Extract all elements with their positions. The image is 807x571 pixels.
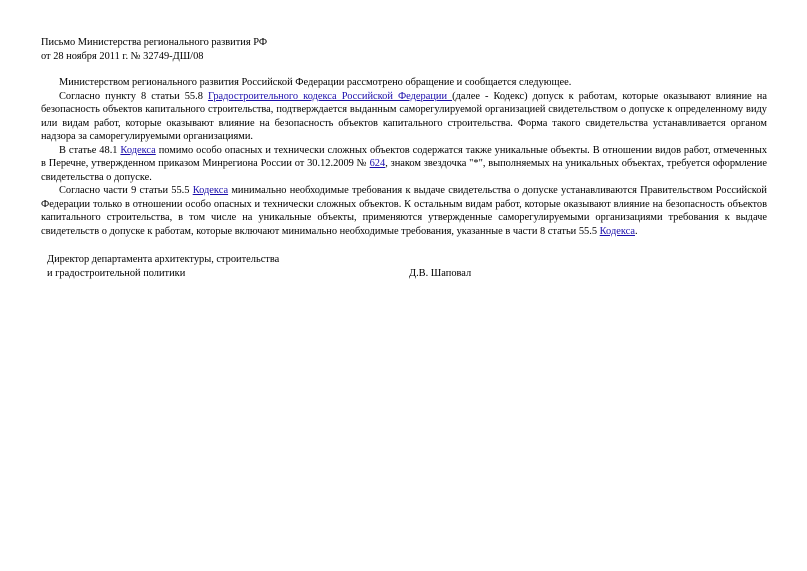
- paragraph-4: [41, 184, 767, 238]
- paragraph-4-text-3: .: [635, 225, 638, 237]
- paragraph-3: [41, 144, 767, 185]
- paragraph-2: [41, 90, 767, 144]
- signatory-name: Д.В. Шаповал: [409, 267, 472, 279]
- paragraph-3-text-1: В статье 48.1: [59, 144, 121, 156]
- paragraph-1: [41, 76, 767, 90]
- code-link[interactable]: Кодекса: [192, 185, 229, 196]
- document-body: [41, 76, 767, 238]
- grad-code-link[interactable]: Градостроительного кодекса Российской Федерации: [207, 90, 453, 102]
- document-page: [41, 36, 767, 280]
- paragraph-3-text-2: помимо особо опасных и технически сложных объектов содержатся также уникальные объекты. В отношении видов работ, отмеченных в Перечне, утвержденном приказом Минрегиона России от 30.12.2009 №: [41, 144, 768, 169]
- signatory-title-line-2: и градостроительной политики: [47, 267, 186, 279]
- paragraph-4-text-2: минимально необходимые требования к выдаче свидетельства о допуске устанавливаются Правительством Российской Федерации только в отношении особо опасных и технически сложных объектов. К остальным видам работ, которые оказывают влияние на безопасность объектов капитального строительства, в том числе на уникальные объекты, применяются утвержденные саморегулируемыми организациями требования к выдаче свидетельств о допуске к работам, которые включают минимально необходимые требования, указанные в части 8 статьи 55.5: [41, 185, 767, 237]
- document-date-number: от 28 ноября 2011 г. № 32749-ДШ/08: [41, 50, 204, 62]
- code-link[interactable]: Кодекса: [120, 144, 156, 156]
- document-header: [41, 36, 767, 63]
- paragraph-1-text: Министерством регионального развития Российской Федерации рассмотрено обращение и сообщается следующее.: [59, 77, 572, 88]
- paragraph-3-text-3: , знаком звездочка "*", выполняемых на уникальных объектах, требуется оформление свидетельства о допуске.: [41, 158, 767, 183]
- signature-title-row-2: [47, 267, 767, 281]
- order-624-link[interactable]: 624: [369, 158, 386, 169]
- code-link[interactable]: Кодекса: [599, 225, 635, 237]
- paragraph-4-text-1: Согласно части 9 статьи 55.5: [59, 185, 193, 196]
- signature-title-row-1: [47, 253, 767, 267]
- paragraph-2-text-2: (далее - Кодекс) допуск к работам, которые оказывают влияние на безопасность объектов капитального строительства, подтверждается выданным саморегулируемой организацией свидетельством о допуске к определенному виду или видам работ, которые оказывают влияние на безопасность объектов капитального строительства. Форма такого свидетельства устанавливается органом надзора за саморегулируемыми организациями.: [41, 90, 767, 142]
- document-title: Письмо Министерства регионального развития РФ: [41, 37, 268, 48]
- signature-block: [41, 253, 767, 280]
- signatory-title-line-1: Директор департамента архитектуры, строительства: [47, 254, 280, 265]
- paragraph-2-text-1: Согласно пункту 8 статьи 55.8: [59, 90, 208, 102]
